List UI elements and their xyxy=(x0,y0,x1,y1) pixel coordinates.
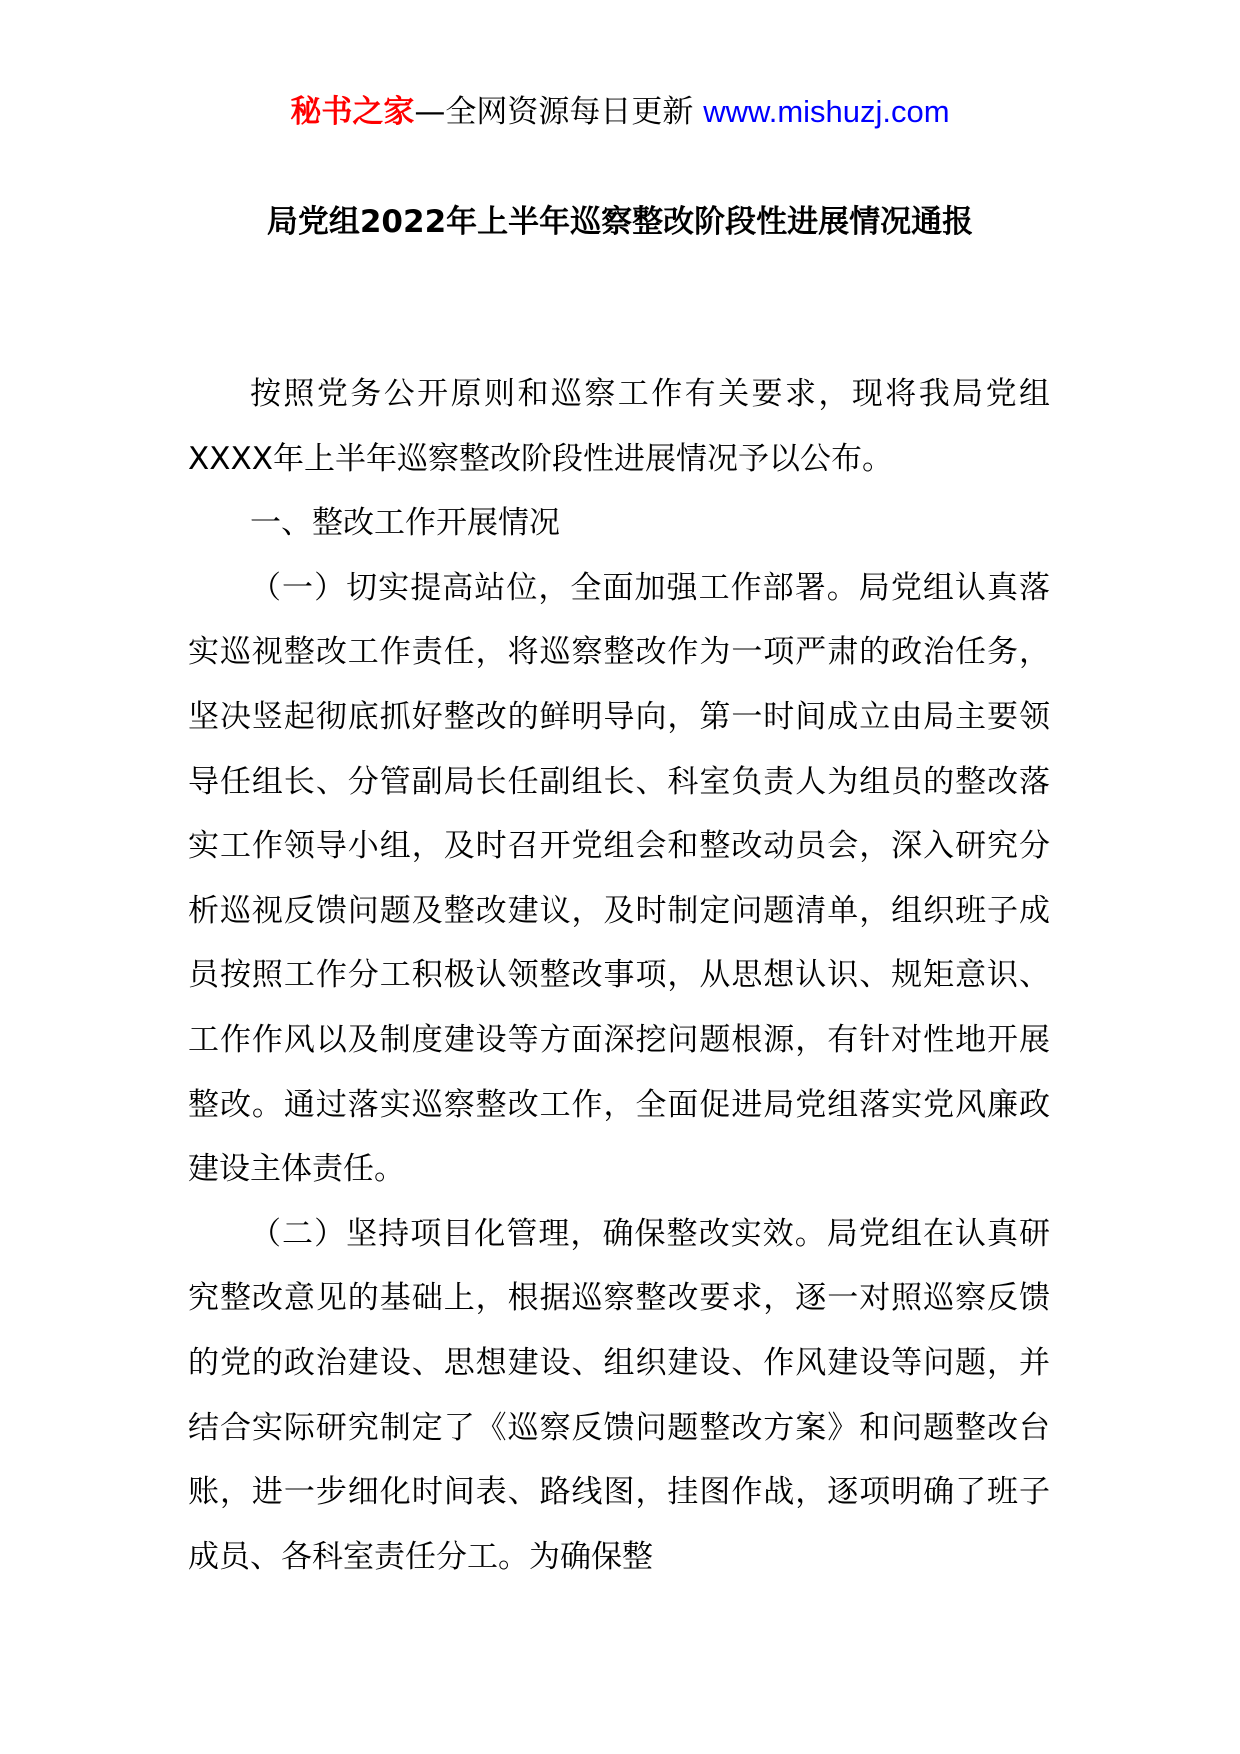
document-title: 局党组2022年上半年巡察整改阶段性进展情况通报 xyxy=(266,204,974,240)
site-brand: 秘书之家 xyxy=(290,94,415,130)
section-heading: 一、整改工作开展情况 xyxy=(250,505,560,542)
document-body xyxy=(188,362,1050,1589)
body-paragraph: （一）切实提高站位，全面加强工作部署。局党组认真落实巡视整改工作责任，将巡察整改作为一项严肃的政治任务，坚决竖起彻底抓好整改的鲜明导向，第一时间成立由局主要领导任组长、分管副局长任副组长、科室负责人为组员的整改落实工作领导小组，及时召开党组会和整改动员会，深入研究分析巡视反馈问题及整改建议，及时制定问题清单，组织班子成员按照工作分工积极认领整改事项，从思想认识、规矩意识、工作作风以及制度建设等方面深挖问题根源，有针对性地开展整改。通过落实巡察整改工作，全面促进局党组落实党风廉政建设主体责任。 xyxy=(188,569,1050,1188)
site-tagline: —全网资源每日更新 xyxy=(414,94,704,130)
body-paragraph: （二）坚持项目化管理，确保整改实效。局党组在认真研究整改意见的基础上，根据巡察整改要求，逐一对照巡察反馈的党的政治建设、思想建设、组织建设、作风建设等问题，并结合实际研究制定了《巡察反馈问题整改方案》和问题整改台账，进一步细化时间表、路线图，挂图作战，逐项明确了班子成员、各科室责任分工。为确保整 xyxy=(188,1215,1050,1575)
intro-paragraph: 按照党务公开原则和巡察工作有关要求，现将我局党组XXXX年上半年巡察整改阶段性进展情况予以公布。 xyxy=(188,376,1050,477)
site-header xyxy=(0,92,1240,132)
site-url-link[interactable]: www.mishuzj.com xyxy=(703,94,950,129)
